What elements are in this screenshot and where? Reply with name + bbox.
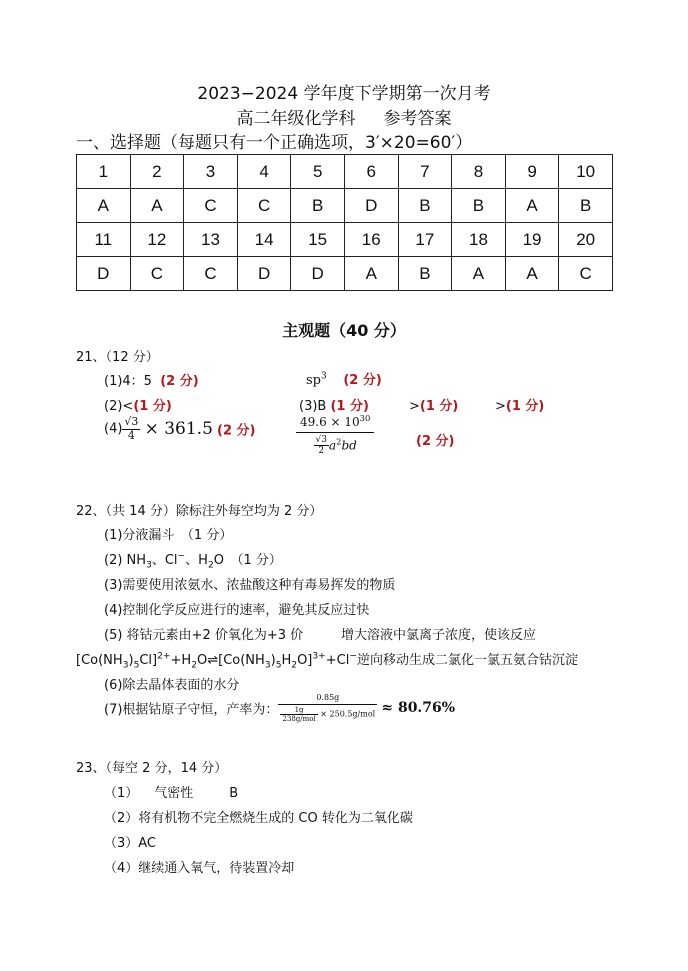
q22-line2-sub2: 2 bbox=[207, 560, 214, 571]
q22-l6-g: H bbox=[281, 653, 292, 668]
q21-part2-score: (1 分) bbox=[133, 399, 172, 414]
q22-l6-a: [Co(NH bbox=[76, 653, 123, 668]
q21-part2-answer: (2)< bbox=[104, 399, 134, 414]
answer-table-cell: 17 bbox=[398, 223, 452, 257]
q21-part4-frac-den: 4 bbox=[127, 428, 135, 442]
answer-table-cell: B bbox=[452, 189, 506, 223]
q21-part1b-answer: sp bbox=[306, 373, 321, 388]
q22-yield-inner-fraction bbox=[280, 706, 317, 723]
answer-table bbox=[76, 154, 613, 291]
q22-l6-sub3: 2 bbox=[191, 660, 197, 671]
document-subtitle bbox=[0, 104, 688, 129]
answer-table-cell: 18 bbox=[452, 223, 506, 257]
q21-part4b-num-sup: 30 bbox=[359, 413, 371, 423]
q22-l6-j: 逆向移动生成二氯化一氯五氨合钴沉淀 bbox=[357, 653, 579, 668]
answer-table-cell: 1 bbox=[77, 155, 131, 189]
answer-table-cell: C bbox=[237, 189, 291, 223]
answer-table-cell: C bbox=[184, 257, 238, 291]
answer-table-cell: 7 bbox=[398, 155, 452, 189]
answer-table-cell: A bbox=[505, 189, 559, 223]
document-title: 2023−2024 学年度下学期第一次月考 bbox=[197, 84, 491, 104]
answer-table-cell: 9 bbox=[505, 155, 559, 189]
q21-part4b-den-frac-num: √3 bbox=[315, 434, 327, 445]
q22-l6-sub2: 5 bbox=[133, 660, 140, 671]
q21-part4b-den-sup: 2 bbox=[336, 436, 342, 447]
answer-table-cell: 14 bbox=[237, 223, 291, 257]
q22-yield-inner-den: 238g/mol bbox=[282, 715, 316, 724]
answer-table-cell: 10 bbox=[559, 155, 613, 189]
q22-line5b: 增大溶液中氯离子浓度，使该反应 bbox=[341, 628, 537, 643]
q22-l6-sup1: 2+ bbox=[157, 651, 171, 662]
q21-part4-frac-num: √3 bbox=[124, 415, 139, 428]
answer-table-cell: B bbox=[559, 189, 613, 223]
answer-table-cell: B bbox=[291, 189, 345, 223]
answer-table-answer-row bbox=[77, 257, 613, 291]
q22-l6-b: ) bbox=[128, 653, 134, 668]
answer-table-cell: 5 bbox=[291, 155, 345, 189]
q22-l6-sup3: − bbox=[349, 651, 357, 662]
q21-part1-answer: (1)4：5 bbox=[104, 374, 152, 389]
q22-yield-denominator bbox=[278, 705, 377, 723]
q21-part1b bbox=[306, 369, 382, 388]
answer-table-cell: C bbox=[184, 189, 238, 223]
q21-part4b-score: (2 分) bbox=[416, 434, 455, 449]
q23-line1-answer-a: 气密性 bbox=[154, 786, 194, 801]
q21-part3-gt2-score: (1 分) bbox=[505, 399, 545, 414]
q21-part4-score: (2 分) bbox=[217, 423, 256, 439]
subtitle-course: 高二年级化学科 bbox=[236, 109, 356, 129]
answer-table-cell: 11 bbox=[77, 223, 131, 257]
answer-table-cell: D bbox=[77, 257, 131, 291]
q21-part4b-den-fraction bbox=[314, 435, 329, 457]
q22-yield-fraction bbox=[278, 693, 377, 723]
q22-line2-a: (2) NH bbox=[104, 553, 147, 568]
q21-part4b-denominator bbox=[296, 433, 374, 457]
q21-part4b bbox=[296, 414, 374, 456]
q22-l6-sup2: 3+ bbox=[312, 651, 326, 662]
answer-table-cell: 2 bbox=[130, 155, 184, 189]
q23-line2: （2）将有机物不完全燃烧生成的 CO 转化为二氧化碳 bbox=[104, 811, 413, 826]
q23-line1 bbox=[104, 782, 238, 801]
q22-line8-prefix: (7)根据钴原子守恒，产率为： bbox=[104, 702, 279, 718]
q21-part4-prefix: (4) bbox=[104, 421, 123, 437]
answer-table-cell: B bbox=[398, 189, 452, 223]
q22-line6-equation bbox=[76, 649, 578, 671]
q21-part4b-num-base: 49.6 × 10 bbox=[300, 415, 360, 429]
q22-line2 bbox=[104, 549, 282, 571]
q22-line2-sup: − bbox=[177, 551, 186, 562]
q22-l6-sub4: 3 bbox=[264, 660, 271, 671]
answer-table-cell: A bbox=[344, 257, 398, 291]
answer-table-cell: 3 bbox=[184, 155, 238, 189]
q22-line2-d: O （1 分） bbox=[213, 553, 282, 568]
q21-title: 21、（12 分） bbox=[76, 350, 159, 365]
answer-table-cell: D bbox=[237, 257, 291, 291]
q21-part1 bbox=[104, 370, 199, 389]
q22-l6-c: Cl] bbox=[139, 653, 158, 668]
answer-table-cell: A bbox=[130, 189, 184, 223]
q22-l6-h: O] bbox=[297, 653, 313, 668]
q23-line4: （4）继续通入氧气，待装置冷却 bbox=[104, 861, 295, 876]
answer-table-cell: D bbox=[344, 189, 398, 223]
q22-line8 bbox=[104, 693, 455, 723]
answer-table-cell: A bbox=[452, 257, 506, 291]
q21-part1-score: (2 分) bbox=[160, 374, 199, 389]
q22-line2-c: 、H bbox=[185, 553, 208, 568]
q21-part4 bbox=[104, 416, 256, 442]
q22-line5a: (5) 将钴元素由+2 价氧化为+3 价 bbox=[104, 628, 304, 643]
q22-l6-sub1: 3 bbox=[122, 660, 129, 671]
q21-part3-answer: (3)B bbox=[299, 399, 327, 414]
q21-part4b-den-a: a bbox=[328, 438, 337, 453]
q21-part3-gt1 bbox=[409, 395, 458, 414]
q23-line1-answer-b: B bbox=[229, 786, 239, 801]
answer-table-cell: C bbox=[130, 257, 184, 291]
q21-part4b-fraction bbox=[296, 414, 374, 456]
q22-line3: (3)需要使用浓氨水、浓盐酸这种有毒易挥发的物质 bbox=[104, 578, 396, 593]
q21-part4b-den-bd: bd bbox=[341, 438, 357, 453]
answer-table-cell: 19 bbox=[505, 223, 559, 257]
answer-table-cell: A bbox=[505, 257, 559, 291]
q22-line2-sub: 3 bbox=[146, 560, 152, 571]
answer-table-cell: 4 bbox=[237, 155, 291, 189]
answer-table-cell: 13 bbox=[184, 223, 238, 257]
q22-l6-d: +H bbox=[170, 653, 192, 668]
answer-table-cell: 15 bbox=[291, 223, 345, 257]
q22-line7: (6)除去晶体表面的水分 bbox=[104, 678, 240, 693]
q21-part2 bbox=[104, 395, 172, 414]
q22-yield-inner-num: 1g bbox=[280, 706, 317, 715]
answer-table-cell: 8 bbox=[452, 155, 506, 189]
answer-table-cell: B bbox=[398, 257, 452, 291]
section-subjective-heading: 主观题（40 分） bbox=[282, 321, 406, 340]
q22-title: 22、（共 14 分）除标注外每空均为 2 分） bbox=[76, 504, 323, 519]
q21-part4-expression: × 361.5 bbox=[144, 419, 213, 440]
q22-yield-den-rest: × 250.5g/mol bbox=[320, 709, 376, 719]
q23-title: 23、（每空 2 分，14 分） bbox=[76, 761, 228, 776]
answer-table-cell: D bbox=[291, 257, 345, 291]
q22-yield-numerator: 0.85g bbox=[278, 693, 377, 705]
answer-table-answer-row bbox=[77, 189, 613, 223]
q21-part3-score: (1 分) bbox=[330, 399, 369, 414]
q22-l6-sub5: 5 bbox=[275, 660, 282, 671]
q21-part3 bbox=[299, 395, 369, 414]
q22-l6-sub6: 2 bbox=[291, 660, 298, 671]
answer-table-cell: C bbox=[559, 257, 613, 291]
subtitle-answer-key: 参考答案 bbox=[383, 109, 452, 129]
q21-part3-gt2-sign: > bbox=[495, 399, 506, 414]
answer-table-number-row bbox=[77, 223, 613, 257]
q21-part3-gt1-score: (1 分) bbox=[419, 399, 459, 414]
q22-yield-result: ≈ 80.76% bbox=[381, 700, 456, 717]
answer-table-cell: A bbox=[77, 189, 131, 223]
q22-line1: (1)分液漏斗 （1 分） bbox=[104, 528, 233, 543]
q22-l6-f: ) bbox=[270, 653, 276, 668]
answer-table-cell: 20 bbox=[559, 223, 613, 257]
q22-l6-i: +Cl bbox=[325, 653, 350, 668]
section-multiple-choice-heading: 一、选择题（每题只有一个正确选项，3′×20=60′） bbox=[76, 133, 473, 153]
q22-line2-b: 、Cl bbox=[151, 553, 178, 568]
q23-line3: （3）AC bbox=[104, 836, 157, 851]
q21-part1b-score: (2 分) bbox=[343, 373, 382, 388]
answer-table-cell: 16 bbox=[344, 223, 398, 257]
q22-l6-e: O⇌[Co(NH bbox=[197, 653, 265, 668]
q21-part3-gt2 bbox=[495, 395, 544, 414]
q21-part4b-den-frac-den: 2 bbox=[318, 446, 325, 457]
q22-line4: (4)控制化学反应进行的速率，避免其反应过快 bbox=[104, 603, 370, 618]
answer-table-cell: 6 bbox=[344, 155, 398, 189]
q21-part4b-numerator bbox=[296, 414, 374, 433]
q23-line1-label: （1） bbox=[104, 786, 139, 801]
answer-table-cell: 12 bbox=[130, 223, 184, 257]
q21-part4-fraction bbox=[122, 416, 140, 442]
q21-part1b-sup: 3 bbox=[321, 371, 327, 382]
answer-table-number-row bbox=[77, 155, 613, 189]
q21-part3-gt1-sign: > bbox=[409, 399, 420, 414]
